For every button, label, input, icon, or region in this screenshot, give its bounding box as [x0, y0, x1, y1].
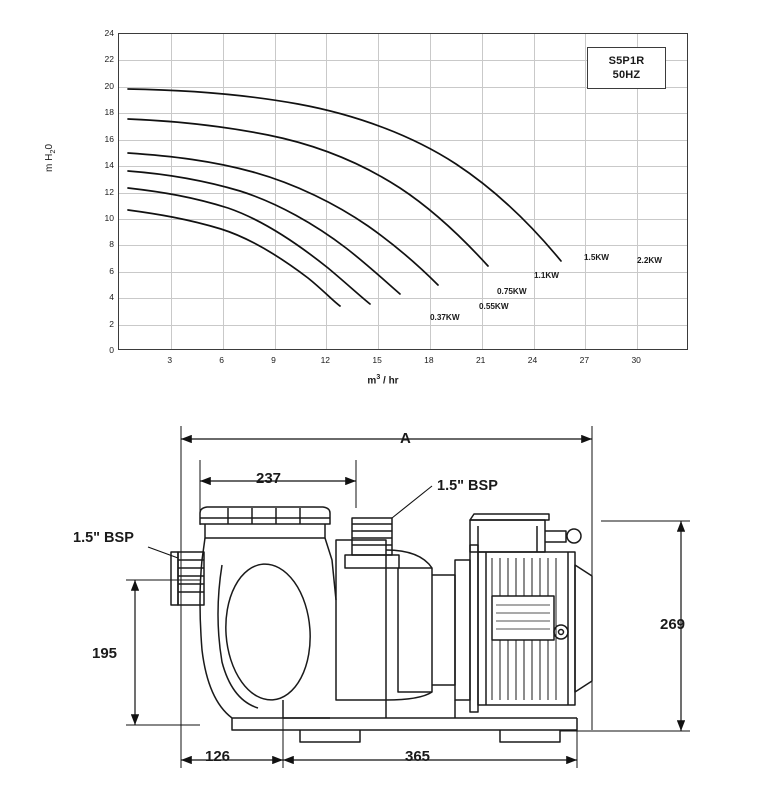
y-tick: 0: [109, 345, 114, 355]
curve-label-0-37kw: 0.37KW: [430, 313, 460, 322]
curve-label-2-2kw: 2.2KW: [637, 256, 663, 265]
x-tick: 15: [372, 355, 382, 365]
performance-curve-chart: [0, 0, 766, 400]
dimension-195: 195: [92, 645, 118, 662]
x-tick: 24: [527, 355, 538, 365]
y-tick: 16: [104, 133, 114, 144]
curve-0-37kw: [128, 210, 340, 306]
y-tick: 22: [104, 54, 114, 65]
legend-frequency: 50HZ: [612, 69, 641, 81]
curve-1-1kw: [128, 153, 438, 285]
bsp-label-left: 1.5" BSP: [73, 530, 134, 546]
dimension-269: 269: [660, 616, 686, 633]
dimension-a: A: [400, 430, 411, 447]
y-tick: 2: [109, 318, 114, 329]
dimension-126: 126: [205, 748, 231, 765]
curve-label-0-55kw: 0.55KW: [479, 302, 509, 311]
x-tick: 6: [219, 355, 224, 365]
chart-legend-box: [587, 47, 666, 89]
x-tick: 9: [271, 355, 276, 365]
x-axis-label: $m^3$ / hr: [367, 374, 399, 387]
y-axis-ticks: [86, 28, 114, 355]
x-tick: 30: [631, 355, 641, 365]
y-tick: 10: [104, 212, 114, 223]
y-tick: 8: [109, 239, 114, 250]
pump-dimension-drawing: [0, 400, 766, 807]
x-axis-ticks: [118, 355, 688, 369]
y-tick: 20: [104, 80, 114, 91]
dimension-365: 365: [405, 748, 431, 765]
dimension-237: 237: [256, 470, 282, 487]
x-tick: 27: [579, 355, 590, 365]
pump-drawing-svg: [0, 400, 766, 807]
y-tick: 6: [109, 265, 114, 276]
y-tick: 18: [104, 107, 114, 118]
x-tick: 21: [475, 355, 486, 365]
legend-model: S5P1R: [608, 55, 645, 67]
curve-label-1-1kw: 1.1KW: [534, 271, 560, 280]
curve-0-75kw: [128, 171, 400, 294]
x-tick: 3: [167, 355, 173, 365]
bsp-label-top: 1.5" BSP: [437, 478, 498, 494]
x-tick: 18: [424, 355, 434, 365]
y-tick: 14: [104, 160, 114, 171]
y-tick: 12: [104, 186, 114, 197]
y-tick: 24: [104, 28, 114, 38]
y-axis-label: m $H_20$: [44, 143, 57, 172]
x-tick: 12: [320, 355, 331, 365]
curve-label-0-75kw: 0.75KW: [497, 287, 527, 296]
curve-label-1-5kw: 1.5KW: [584, 253, 610, 262]
curve-2-2kw: [128, 89, 561, 261]
y-tick: 4: [109, 292, 114, 303]
